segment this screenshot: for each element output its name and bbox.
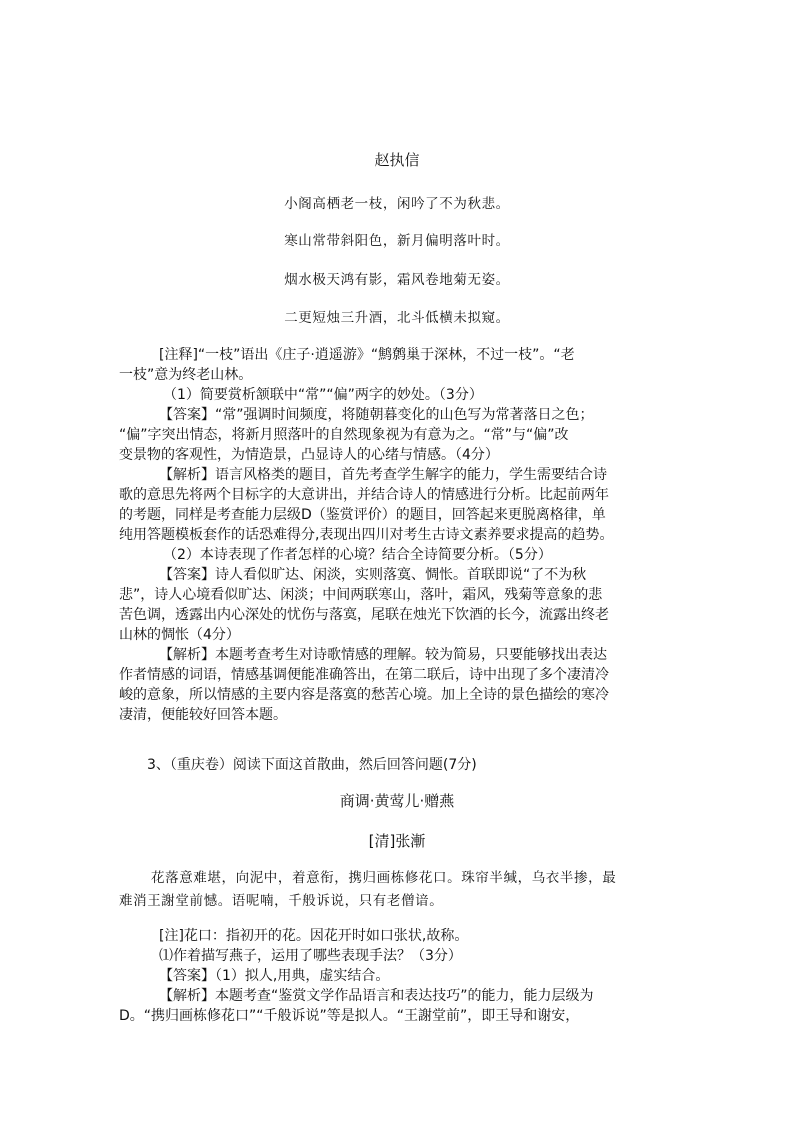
analysis-2-line-1: 【解析】本题考查考生对诗歌情感的理解。较为简易，只要能够找出表达 xyxy=(159,647,607,663)
sanqu-answer-1: 【答案】（1）拟人,用典，虚实结合。 xyxy=(159,968,390,984)
analysis-1-line-4: 纯用答题模板套作的话恐难得分,表现出四川对考生古诗文素养要求提高的趋势。 xyxy=(119,527,614,543)
poem-line-4: 二更短烛三升酒，北斗低横未拟窥。 xyxy=(284,310,510,326)
sanqu-analysis-line-2: D。“携归画栋修花口”“千般诉说”等是拟人。“王謝堂前”，即王导和谢安， xyxy=(119,1008,580,1024)
sanqu-text-line-2: 难消王謝堂前憾。语呢喃，千般诉说，只有老僧谙。 xyxy=(119,893,444,909)
sanqu-title: 商调·黄莺儿·赠燕 xyxy=(339,792,455,810)
analysis-2-line-2: 作者情感的词语，情感基调便能准确答出，在第二联后，诗中出现了多个凄清冷 xyxy=(119,667,609,683)
sanqu-note: [注]花口：指初开的花。因花开时如口张状,故称。 xyxy=(159,928,469,944)
question-1: （1）简要赏析颔联中“常”“偏”两字的妙处。（3分） xyxy=(163,387,483,403)
answer-2-line-4: 山林的惆怅（4分） xyxy=(119,627,240,643)
question-2: （2）本诗表现了作者怎样的心境？结合全诗简要分析。（5分） xyxy=(163,547,552,563)
sanqu-text-line-1: 花落意难堪，向泥中，着意衔，携归画栋修花口。珠帘半缄，乌衣半掺，最 xyxy=(151,870,617,886)
poem-line-3: 烟水极天鸿有影，霜风卷地菊无姿。 xyxy=(284,272,510,288)
analysis-2-line-4: 凄清，便能较好回答本题。 xyxy=(119,707,287,723)
poem-author: 赵执信 xyxy=(374,151,420,169)
sanqu-question-1: ⑴作着描写燕子，运用了哪些表现手法？（3分） xyxy=(159,948,462,964)
answer-2-line-1: 【答案】诗人看似旷达、闲淡，实则落寞、惆怅。首联即说“了不为秋 xyxy=(159,567,587,583)
answer-2-line-2: 悲”，诗人心境看似旷达、闲淡；中间两联寒山，落叶，霜风，残菊等意象的悲 xyxy=(119,587,603,603)
answer-1-line-1: 【答案】“常”强调时间频度，将随朝暮变化的山色写为常著落日之色； xyxy=(159,407,594,423)
analysis-1-line-1: 【解析】语言风格类的题目，首先考查学生解字的能力，学生需要结合诗 xyxy=(159,467,607,483)
poem-note-line-2: 一枝”意为终老山林。 xyxy=(119,367,253,383)
sanqu-analysis-line-1: 【解析】本题考查“鉴赏文学作品语言和表达技巧”的能力，能力层级为 xyxy=(159,988,594,1004)
answer-1-line-3: 变景物的客观性，为情造景，凸显诗人的心绪与情感。（4分） xyxy=(119,447,499,463)
poem-line-2: 寒山常带斜阳色，新月偏明落叶时。 xyxy=(284,233,510,249)
poem-line-1: 小阁高栖老一枝，闲吟了不为秋悲。 xyxy=(284,196,510,212)
answer-1-line-2: “偏”字突出情态，将新月照落叶的自然现象视为有意为之。“常”与“偏”改 xyxy=(119,427,569,443)
analysis-1-line-2: 歌的意思先将两个目标字的大意讲出，并结合诗人的情感进行分析。比起前两年 xyxy=(119,487,609,503)
poem-note-line-1: [注释]“一枝”语出《庄子·逍遥游》“鹪鹩巢于深林，不过一枝”。“老 xyxy=(159,347,575,363)
analysis-1-line-3: 的考题，同样是考查能力层级D（鉴赏评价）的题目，回答起来更脱离格律，单 xyxy=(119,507,606,523)
analysis-2-line-3: 峻的意象，所以情感的主要内容是落寞的愁苦心境。加上全诗的景色描绘的寒冷 xyxy=(119,687,609,703)
answer-2-line-3: 苦色调，透露出内心深处的忧伤与落寞，尾联在烛光下饮酒的长今，流露出终老 xyxy=(119,607,609,623)
sanqu-author: [清]张漸 xyxy=(368,832,426,850)
section-3-heading: 3、（重庆卷）阅读下面这首散曲，然后回答问题(7分) xyxy=(147,757,477,773)
